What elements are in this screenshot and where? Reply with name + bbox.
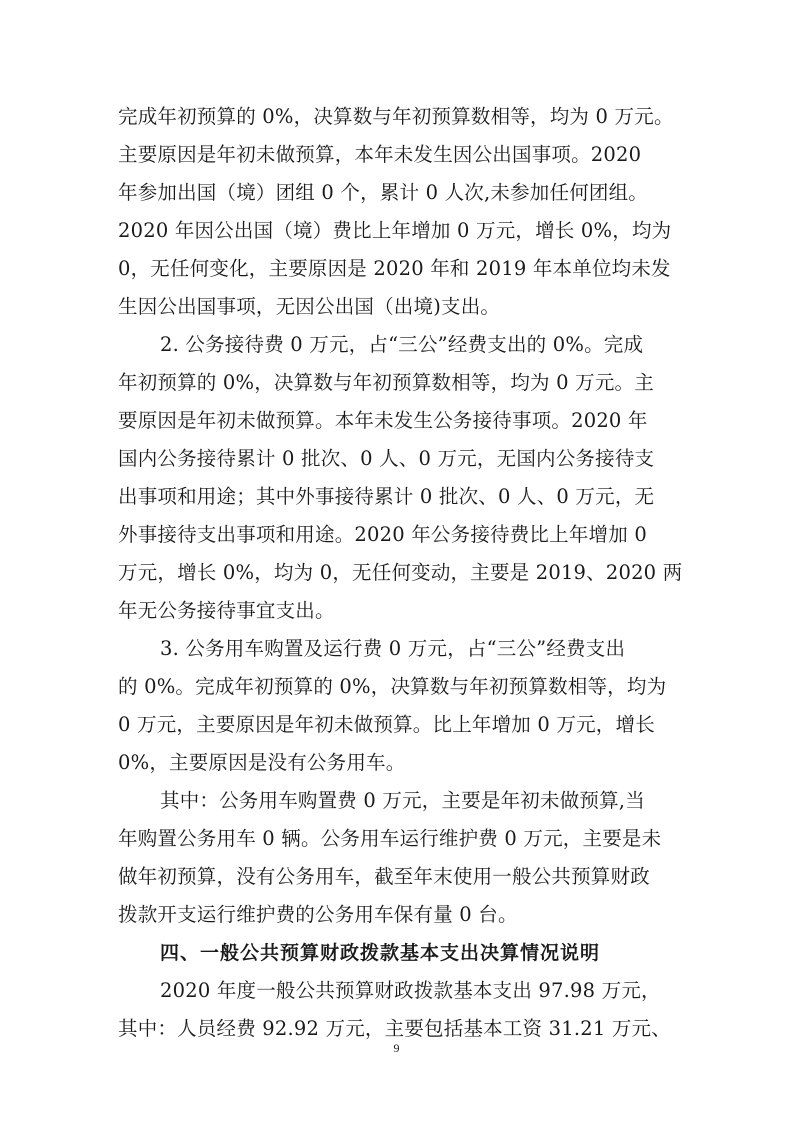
paragraph-line: 做年初预算，没有公务用车，截至年末使用一般公共预算财政 xyxy=(118,865,650,888)
paragraph-line: 万元，增长 0%，均为 0，无任何变动，主要是 2019、2020 两 xyxy=(118,561,683,584)
paragraph-line: 0%，主要原因是没有公务用车。 xyxy=(118,751,406,774)
page-number: 9 xyxy=(393,1041,400,1055)
paragraph-line: 年购置公务用车 0 辆。公务用车运行维护费 0 万元，主要是未 xyxy=(118,827,662,850)
paragraph-line: 出事项和用途；其中外事接待累计 0 批次、0 人、0 万元，无 xyxy=(118,485,655,508)
paragraph-line: 主要原因是年初未做预算，本年未发生因公出国事项。2020 xyxy=(118,143,642,166)
paragraph-line: 其中：公务用车购置费 0 万元，主要是年初未做预算,当 xyxy=(160,789,645,812)
paragraph-line: 年无公务接待事宜支出。 xyxy=(118,599,335,622)
paragraph-line: 外事接待支出事项和用途。2020 年公务接待费比上年增加 0 xyxy=(118,523,647,546)
paragraph-line: 的 0%。完成年初预算的 0%，决算数与年初预算数相等，均为 xyxy=(118,675,667,698)
paragraph-line: 其中：人员经费 92.92 万元，主要包括基本工资 31.21 万元、 xyxy=(118,1017,671,1040)
section-heading: 四、一般公共预算财政拨款基本支出决算情况说明 xyxy=(160,942,601,964)
paragraph-line: 2020 年因公出国（境）费比上年增加 0 万元，增长 0%，均为 xyxy=(118,219,672,242)
paragraph-line: 年初预算的 0%，决算数与年初预算数相等，均为 0 万元。主 xyxy=(118,371,654,394)
paragraph-line: 国内公务接待累计 0 批次、0 人、0 万元，无国内公务接待支 xyxy=(118,447,655,470)
paragraph-line: 2. 公务接待费 0 万元，占“三公”经费支出的 0%。完成 xyxy=(160,333,644,356)
paragraph-line: 拨款开支运行维护费的公务用车保有量 0 台。 xyxy=(118,903,518,926)
paragraph-line: 要原因是年初未做预算。本年未发生公务接待事项。2020 年 xyxy=(118,409,648,432)
paragraph-line: 完成年初预算的 0%，决算数与年初预算数相等，均为 0 万元。 xyxy=(118,105,674,128)
paragraph-line: 年参加出国（境）团组 0 个，累计 0 人次,未参加任何团组。 xyxy=(118,181,649,204)
paragraph-line: 2020 年度一般公共预算财政拨款基本支出 97.98 万元， xyxy=(160,979,661,1002)
paragraph-line: 生因公出国事项，无因公出国（出境)支出。 xyxy=(118,295,501,318)
paragraph-line: 3. 公务用车购置及运行费 0 万元，占“三公”经费支出 xyxy=(160,637,626,660)
paragraph-line: 0，无任何变化，主要原因是 2020 年和 2019 年本单位均未发 xyxy=(118,257,671,280)
paragraph-line: 0 万元，主要原因是年初未做预算。比上年增加 0 万元，增长 xyxy=(118,713,655,736)
